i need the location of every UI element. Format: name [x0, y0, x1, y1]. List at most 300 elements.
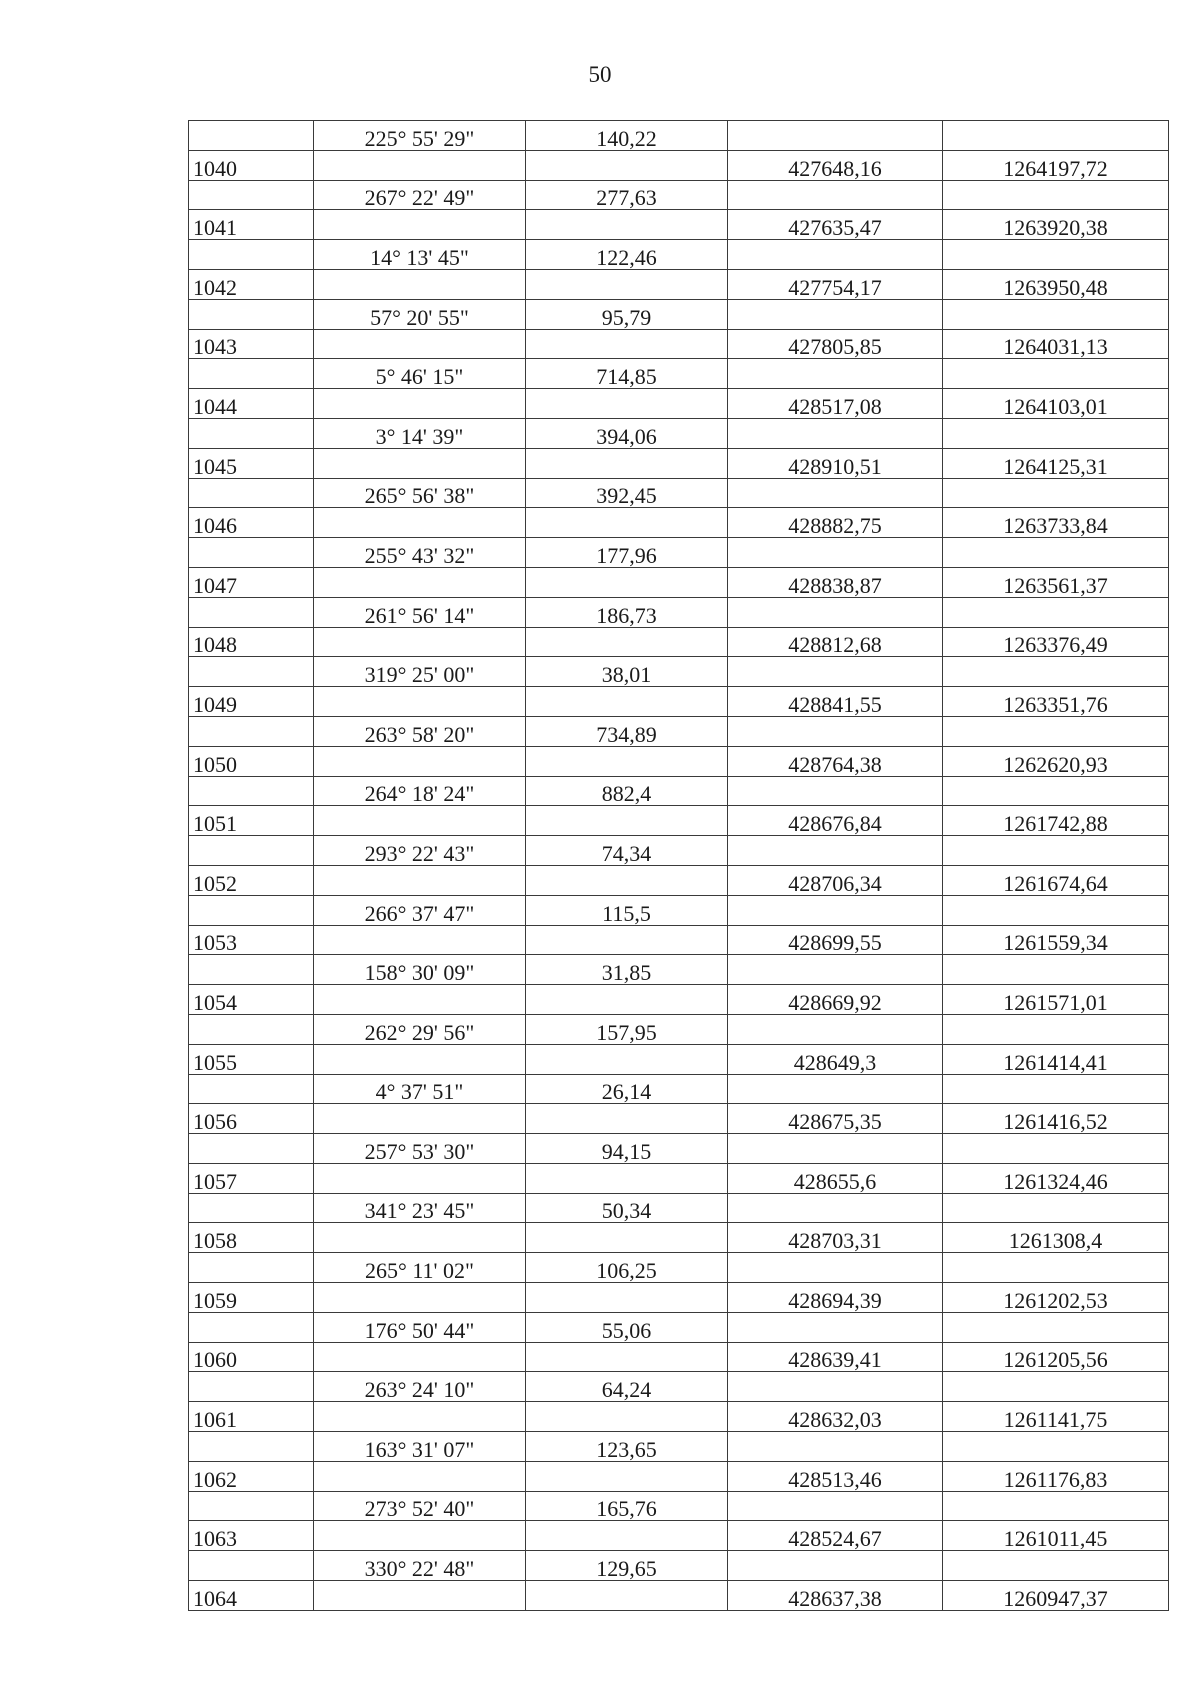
table-row [189, 1581, 1169, 1611]
y-coordinate-cell: 1261559,34 [943, 925, 1169, 955]
x-coordinate-cell [728, 1551, 943, 1581]
x-coordinate-cell: 428655,6 [728, 1163, 943, 1193]
point-number-cell [189, 657, 314, 687]
bearing-angle-cell: 257° 53' 30" [314, 1134, 526, 1164]
y-coordinate-cell: 1261571,01 [943, 985, 1169, 1015]
distance-cell: 26,14 [526, 1074, 728, 1104]
x-coordinate-cell: 427805,85 [728, 329, 943, 359]
x-coordinate-cell [728, 1253, 943, 1283]
point-number-cell: 1062 [189, 1461, 314, 1491]
bearing-angle-cell [314, 985, 526, 1015]
distance-cell: 714,85 [526, 359, 728, 389]
distance-cell [526, 1163, 728, 1193]
y-coordinate-cell [943, 955, 1169, 985]
distance-cell [526, 865, 728, 895]
point-number-cell: 1063 [189, 1521, 314, 1551]
table-row [189, 1283, 1169, 1313]
bearing-angle-cell: 14° 13' 45" [314, 240, 526, 270]
distance-cell: 734,89 [526, 716, 728, 746]
point-number-cell: 1045 [189, 448, 314, 478]
table-row [189, 1074, 1169, 1104]
x-coordinate-cell [728, 716, 943, 746]
x-coordinate-cell [728, 1014, 943, 1044]
bearing-angle-cell [314, 1283, 526, 1313]
x-coordinate-cell: 428637,38 [728, 1581, 943, 1611]
point-number-cell: 1048 [189, 627, 314, 657]
bearing-angle-cell: 330° 22' 48" [314, 1551, 526, 1581]
y-coordinate-cell: 1261308,4 [943, 1223, 1169, 1253]
point-number-cell [189, 1432, 314, 1462]
point-number-cell: 1060 [189, 1342, 314, 1372]
point-number-cell: 1053 [189, 925, 314, 955]
point-number-cell: 1050 [189, 746, 314, 776]
table-row [189, 746, 1169, 776]
point-number-cell: 1059 [189, 1283, 314, 1313]
distance-cell [526, 389, 728, 419]
x-coordinate-cell [728, 538, 943, 568]
distance-cell [526, 746, 728, 776]
x-coordinate-cell: 428699,55 [728, 925, 943, 955]
table-row [189, 657, 1169, 687]
x-coordinate-cell [728, 955, 943, 985]
table-row [189, 776, 1169, 806]
y-coordinate-cell: 1263920,38 [943, 210, 1169, 240]
distance-cell [526, 508, 728, 538]
bearing-angle-cell [314, 1521, 526, 1551]
bearing-angle-cell [314, 150, 526, 180]
distance-cell [526, 687, 728, 717]
y-coordinate-cell: 1261742,88 [943, 806, 1169, 836]
bearing-angle-cell [314, 1163, 526, 1193]
point-number-cell: 1042 [189, 269, 314, 299]
point-number-cell [189, 418, 314, 448]
x-coordinate-cell [728, 240, 943, 270]
point-number-cell [189, 597, 314, 627]
point-number-cell [189, 240, 314, 270]
point-number-cell [189, 836, 314, 866]
distance-cell [526, 985, 728, 1015]
point-number-cell [189, 776, 314, 806]
distance-cell [526, 1044, 728, 1074]
y-coordinate-cell: 1261416,52 [943, 1104, 1169, 1134]
bearing-angle-cell [314, 746, 526, 776]
point-number-cell: 1044 [189, 389, 314, 419]
x-coordinate-cell: 428649,3 [728, 1044, 943, 1074]
point-number-cell [189, 1253, 314, 1283]
point-number-cell [189, 1193, 314, 1223]
distance-cell: 115,5 [526, 895, 728, 925]
distance-cell [526, 448, 728, 478]
y-coordinate-cell: 1264125,31 [943, 448, 1169, 478]
y-coordinate-cell [943, 597, 1169, 627]
table-row [189, 627, 1169, 657]
distance-cell: 186,73 [526, 597, 728, 627]
bearing-angle-cell: 176° 50' 44" [314, 1312, 526, 1342]
y-coordinate-cell: 1260947,37 [943, 1581, 1169, 1611]
y-coordinate-cell [943, 538, 1169, 568]
bearing-angle-cell: 341° 23' 45" [314, 1193, 526, 1223]
table-row [189, 508, 1169, 538]
y-coordinate-cell: 1264031,13 [943, 329, 1169, 359]
bearing-angle-cell: 4° 37' 51" [314, 1074, 526, 1104]
table-row [189, 1342, 1169, 1372]
point-number-cell [189, 1014, 314, 1044]
bearing-angle-cell: 163° 31' 07" [314, 1432, 526, 1462]
table-row [189, 1104, 1169, 1134]
y-coordinate-cell: 1262620,93 [943, 746, 1169, 776]
point-number-cell: 1057 [189, 1163, 314, 1193]
distance-cell [526, 210, 728, 240]
y-coordinate-cell [943, 657, 1169, 687]
y-coordinate-cell [943, 299, 1169, 329]
point-number-cell: 1051 [189, 806, 314, 836]
x-coordinate-cell: 428706,34 [728, 865, 943, 895]
point-number-cell [189, 538, 314, 568]
distance-cell [526, 329, 728, 359]
distance-cell [526, 1342, 728, 1372]
y-coordinate-cell [943, 836, 1169, 866]
y-coordinate-cell [943, 1134, 1169, 1164]
x-coordinate-cell: 428694,39 [728, 1283, 943, 1313]
point-number-cell: 1058 [189, 1223, 314, 1253]
x-coordinate-cell [728, 1491, 943, 1521]
x-coordinate-cell [728, 418, 943, 448]
distance-cell: 95,79 [526, 299, 728, 329]
y-coordinate-cell: 1263733,84 [943, 508, 1169, 538]
x-coordinate-cell [728, 478, 943, 508]
table-row [189, 567, 1169, 597]
bearing-angle-cell [314, 1104, 526, 1134]
table-row [189, 269, 1169, 299]
x-coordinate-cell: 428517,08 [728, 389, 943, 419]
bearing-angle-cell [314, 329, 526, 359]
bearing-angle-cell [314, 389, 526, 419]
point-number-cell [189, 1491, 314, 1521]
x-coordinate-cell [728, 836, 943, 866]
distance-cell: 277,63 [526, 180, 728, 210]
x-coordinate-cell: 427754,17 [728, 269, 943, 299]
table-row [189, 1372, 1169, 1402]
table-row [189, 210, 1169, 240]
y-coordinate-cell [943, 1491, 1169, 1521]
distance-cell [526, 1581, 728, 1611]
table-row [189, 1521, 1169, 1551]
bearing-angle-cell: 293° 22' 43" [314, 836, 526, 866]
x-coordinate-cell: 427635,47 [728, 210, 943, 240]
table-row [189, 985, 1169, 1015]
bearing-angle-cell [314, 1581, 526, 1611]
table-row [189, 1551, 1169, 1581]
x-coordinate-cell [728, 895, 943, 925]
bearing-angle-cell [314, 687, 526, 717]
y-coordinate-cell [943, 1551, 1169, 1581]
table-row [189, 955, 1169, 985]
bearing-angle-cell [314, 806, 526, 836]
x-coordinate-cell [728, 1193, 943, 1223]
distance-cell [526, 1223, 728, 1253]
bearing-angle-cell: 158° 30' 09" [314, 955, 526, 985]
table-row [189, 180, 1169, 210]
distance-cell [526, 1104, 728, 1134]
distance-cell [526, 1461, 728, 1491]
bearing-angle-cell [314, 865, 526, 895]
distance-cell [526, 1283, 728, 1313]
bearing-angle-cell [314, 1223, 526, 1253]
table-row [189, 359, 1169, 389]
distance-cell: 50,34 [526, 1193, 728, 1223]
y-coordinate-cell: 1261674,64 [943, 865, 1169, 895]
y-coordinate-cell: 1263351,76 [943, 687, 1169, 717]
y-coordinate-cell [943, 1372, 1169, 1402]
y-coordinate-cell [943, 1312, 1169, 1342]
point-number-cell [189, 955, 314, 985]
table-row [189, 150, 1169, 180]
y-coordinate-cell: 1261202,53 [943, 1283, 1169, 1313]
distance-cell: 140,22 [526, 121, 728, 151]
y-coordinate-cell: 1263376,49 [943, 627, 1169, 657]
y-coordinate-cell [943, 1432, 1169, 1462]
y-coordinate-cell [943, 359, 1169, 389]
distance-cell [526, 1402, 728, 1432]
bearing-angle-cell: 267° 22' 49" [314, 180, 526, 210]
y-coordinate-cell [943, 895, 1169, 925]
table-row [189, 478, 1169, 508]
x-coordinate-cell [728, 1432, 943, 1462]
y-coordinate-cell [943, 121, 1169, 151]
bearing-angle-cell [314, 1342, 526, 1372]
bearing-angle-cell: 266° 37' 47" [314, 895, 526, 925]
bearing-angle-cell [314, 567, 526, 597]
point-number-cell [189, 478, 314, 508]
x-coordinate-cell: 428812,68 [728, 627, 943, 657]
table-row [189, 806, 1169, 836]
point-number-cell: 1064 [189, 1581, 314, 1611]
bearing-angle-cell: 57° 20' 55" [314, 299, 526, 329]
x-coordinate-cell: 428675,35 [728, 1104, 943, 1134]
bearing-angle-cell: 265° 56' 38" [314, 478, 526, 508]
point-number-cell [189, 180, 314, 210]
bearing-angle-cell: 261° 56' 14" [314, 597, 526, 627]
page-number: 50 [588, 62, 612, 87]
bearing-angle-cell: 5° 46' 15" [314, 359, 526, 389]
table-row [189, 418, 1169, 448]
x-coordinate-cell [728, 180, 943, 210]
point-number-cell: 1054 [189, 985, 314, 1015]
table-row [189, 1044, 1169, 1074]
table-row [189, 121, 1169, 151]
table-row [189, 836, 1169, 866]
point-number-cell [189, 1312, 314, 1342]
distance-cell: 165,76 [526, 1491, 728, 1521]
y-coordinate-cell [943, 418, 1169, 448]
x-coordinate-cell [728, 597, 943, 627]
x-coordinate-cell [728, 1134, 943, 1164]
table-row [189, 1253, 1169, 1283]
y-coordinate-cell: 1261011,45 [943, 1521, 1169, 1551]
bearing-angle-cell: 255° 43' 32" [314, 538, 526, 568]
point-number-cell: 1040 [189, 150, 314, 180]
point-number-cell [189, 1134, 314, 1164]
bearing-angle-cell: 225° 55' 29" [314, 121, 526, 151]
distance-cell [526, 806, 728, 836]
table-row [189, 895, 1169, 925]
table-row [189, 1432, 1169, 1462]
y-coordinate-cell [943, 478, 1169, 508]
distance-cell: 392,45 [526, 478, 728, 508]
point-number-cell [189, 1074, 314, 1104]
point-number-cell [189, 121, 314, 151]
x-coordinate-cell [728, 121, 943, 151]
y-coordinate-cell: 1261324,46 [943, 1163, 1169, 1193]
bearing-angle-cell: 265° 11' 02" [314, 1253, 526, 1283]
bearing-angle-cell [314, 1402, 526, 1432]
x-coordinate-cell: 428882,75 [728, 508, 943, 538]
table-row [189, 1014, 1169, 1044]
x-coordinate-cell: 428764,38 [728, 746, 943, 776]
distance-cell: 74,34 [526, 836, 728, 866]
x-coordinate-cell [728, 299, 943, 329]
y-coordinate-cell: 1261141,75 [943, 1402, 1169, 1432]
distance-cell [526, 150, 728, 180]
table-row [189, 1461, 1169, 1491]
y-coordinate-cell [943, 776, 1169, 806]
distance-cell: 31,85 [526, 955, 728, 985]
bearing-angle-cell [314, 627, 526, 657]
distance-cell: 177,96 [526, 538, 728, 568]
point-number-cell [189, 895, 314, 925]
x-coordinate-cell [728, 1312, 943, 1342]
x-coordinate-cell: 428639,41 [728, 1342, 943, 1372]
y-coordinate-cell [943, 240, 1169, 270]
distance-cell: 882,4 [526, 776, 728, 806]
x-coordinate-cell: 428524,67 [728, 1521, 943, 1551]
distance-cell: 122,46 [526, 240, 728, 270]
point-number-cell: 1055 [189, 1044, 314, 1074]
distance-cell: 129,65 [526, 1551, 728, 1581]
bearing-angle-cell [314, 508, 526, 538]
x-coordinate-cell: 428669,92 [728, 985, 943, 1015]
table-row [189, 1134, 1169, 1164]
distance-cell: 123,65 [526, 1432, 728, 1462]
x-coordinate-cell: 428632,03 [728, 1402, 943, 1432]
point-number-cell: 1043 [189, 329, 314, 359]
x-coordinate-cell: 428910,51 [728, 448, 943, 478]
y-coordinate-cell [943, 1074, 1169, 1104]
x-coordinate-cell [728, 1074, 943, 1104]
bearing-angle-cell [314, 1044, 526, 1074]
coordinates-table [188, 120, 1169, 1611]
table-row [189, 925, 1169, 955]
table-row [189, 1163, 1169, 1193]
table-row [189, 1312, 1169, 1342]
bearing-angle-cell [314, 210, 526, 240]
y-coordinate-cell [943, 180, 1169, 210]
table-row [189, 299, 1169, 329]
bearing-angle-cell: 3° 14' 39" [314, 418, 526, 448]
y-coordinate-cell [943, 1014, 1169, 1044]
x-coordinate-cell: 428676,84 [728, 806, 943, 836]
point-number-cell [189, 1551, 314, 1581]
table-row [189, 240, 1169, 270]
point-number-cell [189, 359, 314, 389]
point-number-cell: 1046 [189, 508, 314, 538]
y-coordinate-cell: 1263950,48 [943, 269, 1169, 299]
x-coordinate-cell [728, 1372, 943, 1402]
y-coordinate-cell [943, 1253, 1169, 1283]
x-coordinate-cell [728, 657, 943, 687]
x-coordinate-cell: 427648,16 [728, 150, 943, 180]
x-coordinate-cell: 428703,31 [728, 1223, 943, 1253]
table-row [189, 597, 1169, 627]
x-coordinate-cell: 428513,46 [728, 1461, 943, 1491]
bearing-angle-cell: 319° 25' 00" [314, 657, 526, 687]
point-number-cell: 1047 [189, 567, 314, 597]
bearing-angle-cell: 273° 52' 40" [314, 1491, 526, 1521]
bearing-angle-cell: 263° 58' 20" [314, 716, 526, 746]
point-number-cell [189, 299, 314, 329]
bearing-angle-cell [314, 448, 526, 478]
table-row [189, 448, 1169, 478]
point-number-cell: 1056 [189, 1104, 314, 1134]
y-coordinate-cell [943, 716, 1169, 746]
table-row [189, 1491, 1169, 1521]
point-number-cell: 1061 [189, 1402, 314, 1432]
point-number-cell [189, 716, 314, 746]
y-coordinate-cell: 1261414,41 [943, 1044, 1169, 1074]
distance-cell [526, 567, 728, 597]
x-coordinate-cell [728, 776, 943, 806]
bearing-angle-cell: 263° 24' 10" [314, 1372, 526, 1402]
table-row [189, 1193, 1169, 1223]
coordinates-table-body [189, 121, 1169, 1611]
bearing-angle-cell [314, 925, 526, 955]
x-coordinate-cell: 428841,55 [728, 687, 943, 717]
bearing-angle-cell: 264° 18' 24" [314, 776, 526, 806]
point-number-cell: 1049 [189, 687, 314, 717]
distance-cell [526, 627, 728, 657]
distance-cell [526, 1521, 728, 1551]
bearing-angle-cell: 262° 29' 56" [314, 1014, 526, 1044]
bearing-angle-cell [314, 1461, 526, 1491]
x-coordinate-cell: 428838,87 [728, 567, 943, 597]
distance-cell [526, 925, 728, 955]
y-coordinate-cell: 1261176,83 [943, 1461, 1169, 1491]
distance-cell: 64,24 [526, 1372, 728, 1402]
y-coordinate-cell [943, 1193, 1169, 1223]
y-coordinate-cell: 1264197,72 [943, 150, 1169, 180]
table-row [189, 716, 1169, 746]
y-coordinate-cell: 1263561,37 [943, 567, 1169, 597]
x-coordinate-cell [728, 359, 943, 389]
distance-cell: 94,15 [526, 1134, 728, 1164]
table-row [189, 389, 1169, 419]
point-number-cell [189, 1372, 314, 1402]
table-row [189, 329, 1169, 359]
distance-cell: 106,25 [526, 1253, 728, 1283]
distance-cell: 157,95 [526, 1014, 728, 1044]
distance-cell [526, 269, 728, 299]
point-number-cell: 1052 [189, 865, 314, 895]
y-coordinate-cell: 1264103,01 [943, 389, 1169, 419]
table-row [189, 1223, 1169, 1253]
distance-cell: 38,01 [526, 657, 728, 687]
table-row [189, 538, 1169, 568]
distance-cell: 394,06 [526, 418, 728, 448]
point-number-cell: 1041 [189, 210, 314, 240]
distance-cell: 55,06 [526, 1312, 728, 1342]
table-row [189, 1402, 1169, 1432]
table-row [189, 687, 1169, 717]
